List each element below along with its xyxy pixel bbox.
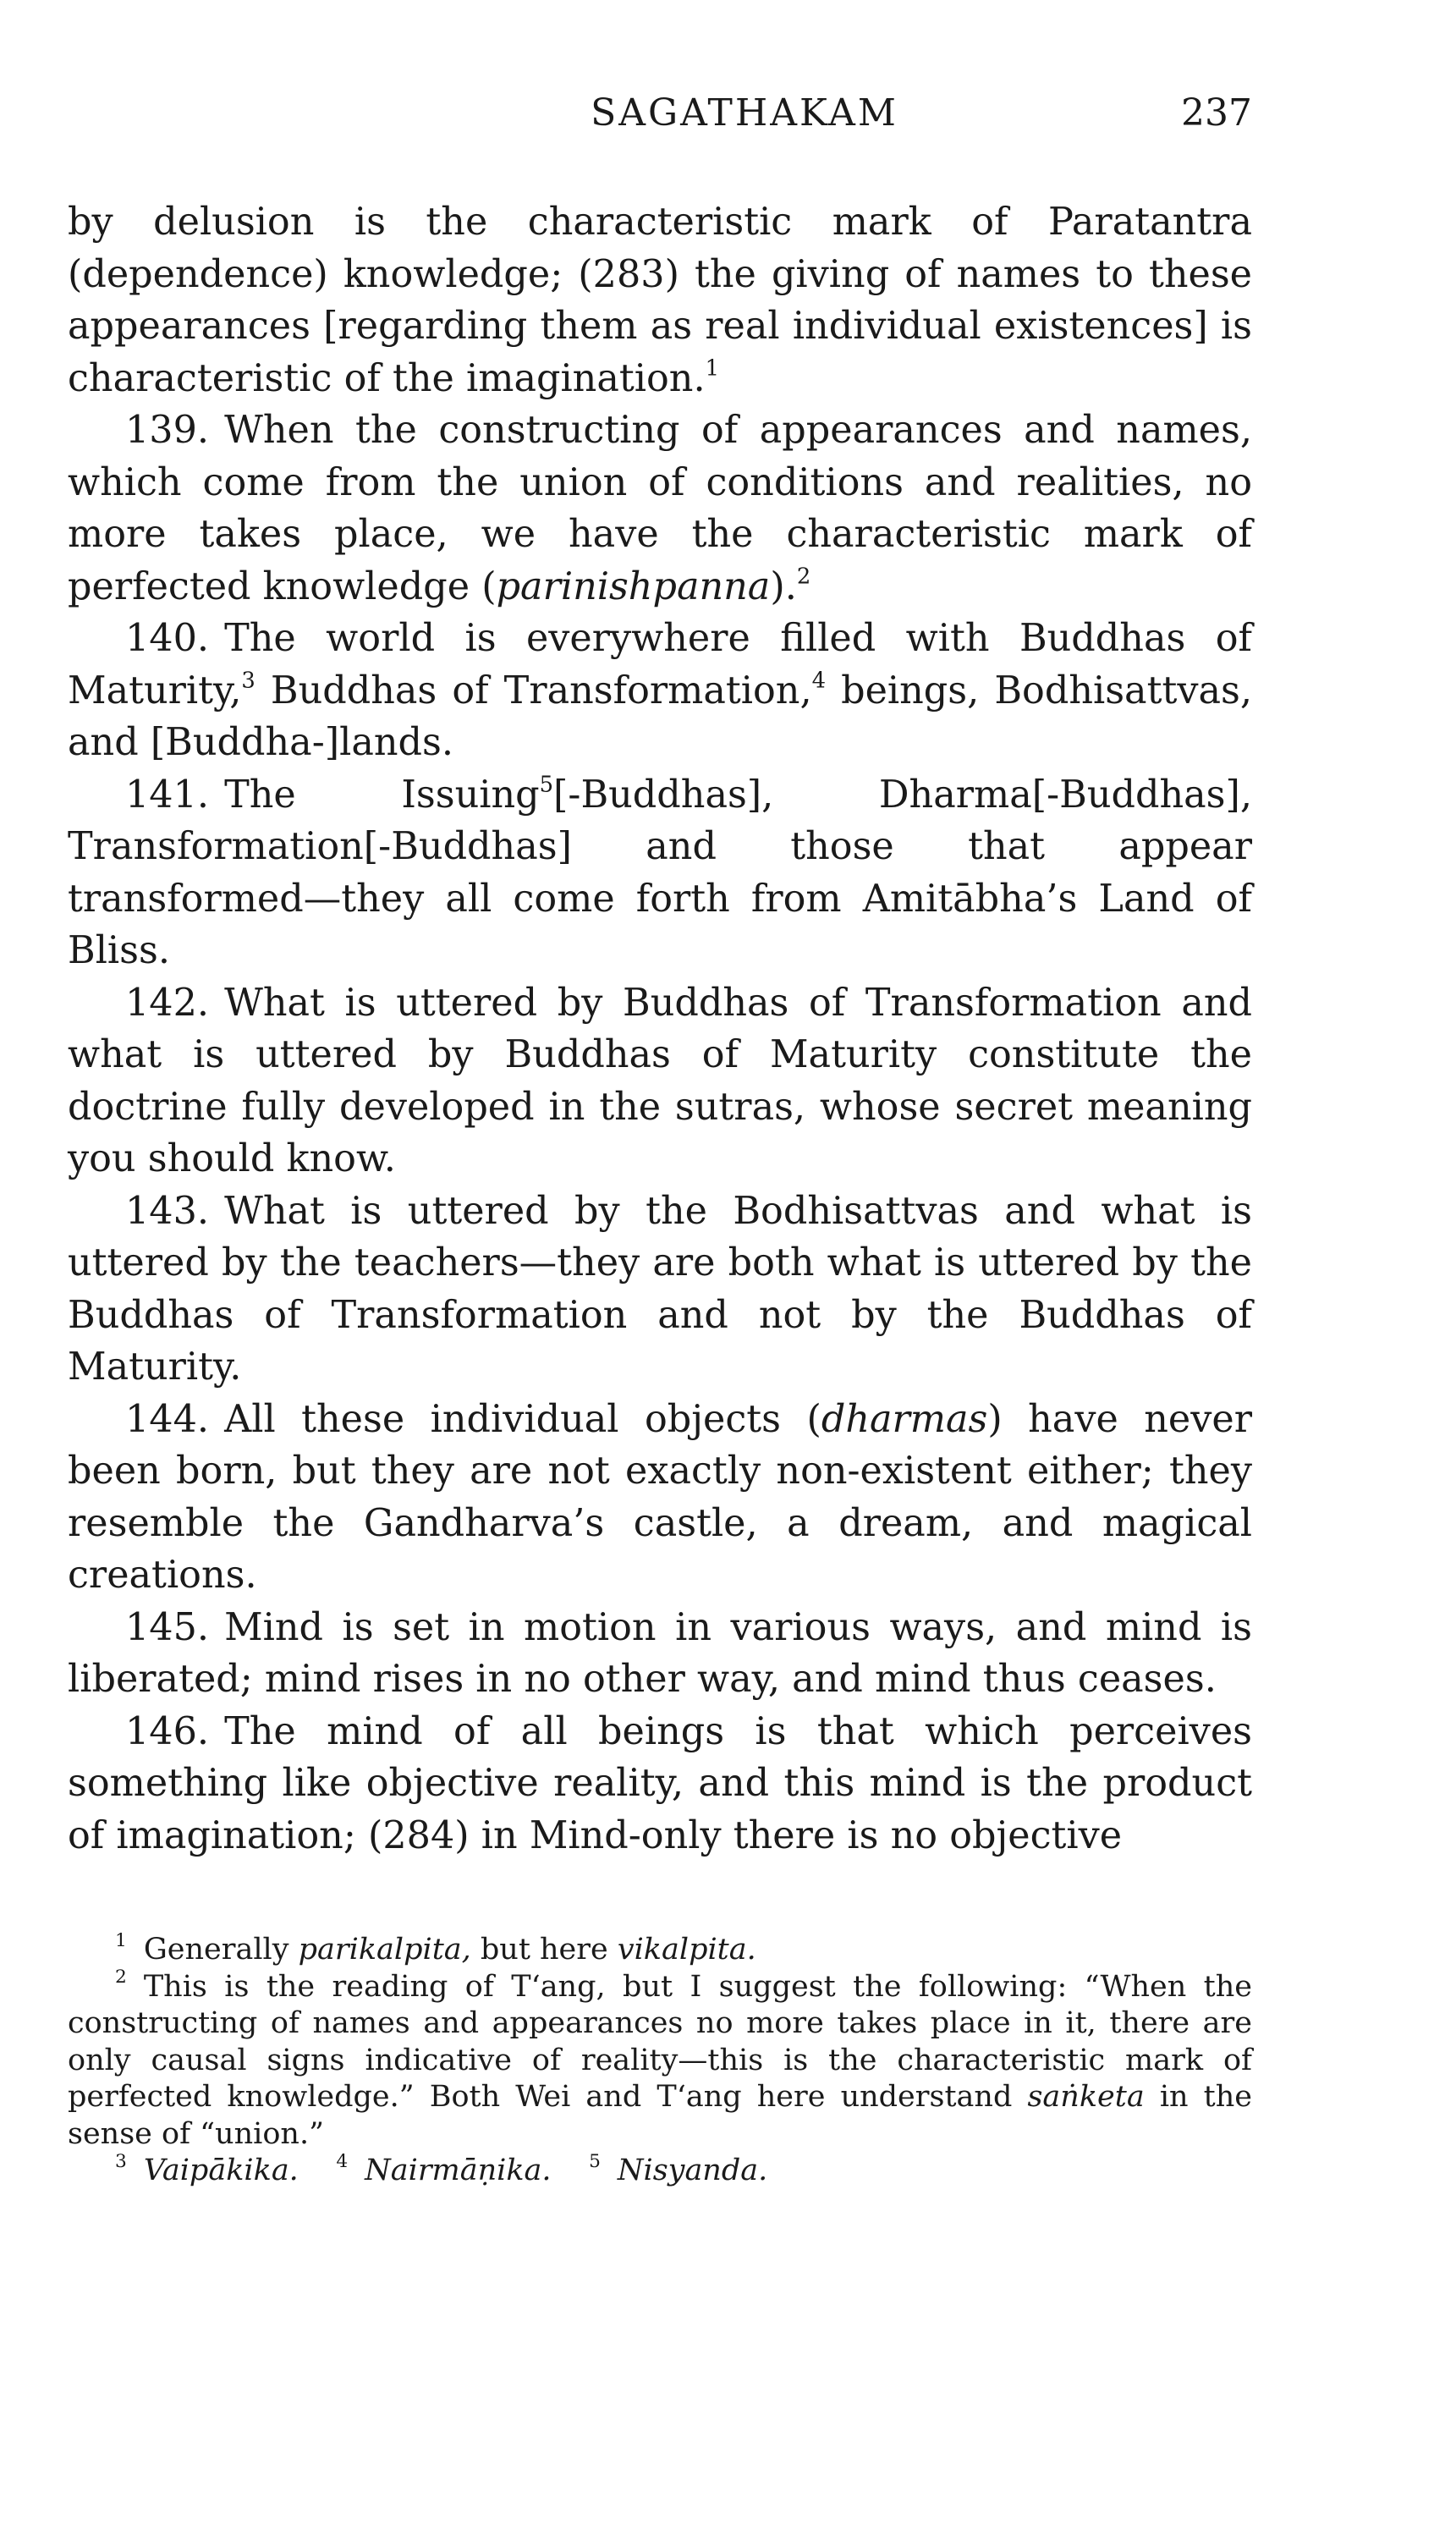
- footnotes: [68, 1929, 1252, 2190]
- verse-145: 145. Mind is set in motion in various ways, and mind is liberated; mind rises in no other way, and mind thus ceases.: [68, 1605, 1252, 1701]
- footnote-1: $^1$ Generally parikalpita, but here vikalpita.: [115, 1929, 756, 1967]
- footnote-ref: 2: [796, 563, 811, 589]
- verse-139: 139. When the constructing of appearances and names, which come from the union of conditions and realities, no more takes place, we have the characteristic mark of perfected knowledge (parinishpanna).$^2$: [68, 409, 1252, 608]
- verse-number: 140.: [125, 617, 210, 660]
- footnote-ref: 1: [705, 355, 720, 381]
- verse-146: 146. The mind of all beings is that which perceives something like objective reality, and this mind is the product of imagination; (284) in Mind-only there is no objective: [68, 1709, 1252, 1857]
- verse-142: 142. What is uttered by Buddhas of Transformation and what is uttered by Buddhas of Maturity constitute the doctrine fully developed in the sutras, whose secret meaning you should know.: [68, 981, 1252, 1180]
- footnote-ref: 3: [241, 667, 255, 693]
- verse-number: 145.: [125, 1605, 210, 1649]
- page-number: 237: [1181, 91, 1252, 135]
- footnote-ref: 4: [811, 667, 827, 693]
- verse-140: 140. The world is everywhere filled with Buddhas of Maturity,$^3$ Buddhas of Transformation,$^4$ beings, Bodhisattvas, and [Buddha-]lands.: [68, 617, 1252, 764]
- verse-number: 141.: [125, 773, 210, 817]
- footnote-ref: 5: [539, 771, 554, 797]
- verse-144: 144. All these individual objects (dharmas) have never been born, but they are not exactly non-existent either; they resemble the Gandharva’s castle, a dream, and magical creations.: [68, 1397, 1252, 1597]
- verse-number: 146.: [125, 1709, 210, 1753]
- running-title: SAGATHAKAM: [591, 91, 898, 135]
- verse-141: 141. The Issuing$^5$[-Buddhas], Dharma[-Buddhas], Transformation[-Buddhas] and those that appear transformed—they all come forth from Amitābha’s Land of Bliss.: [68, 771, 1252, 972]
- verse-number: 142.: [125, 981, 210, 1025]
- page-header: [68, 91, 1252, 151]
- footnote-3-4-5: $^3$ Vaipākika. $^4$ Nairmāṇika. $^5$ Nisyanda.: [115, 2150, 768, 2187]
- verse-number: 144.: [125, 1397, 210, 1441]
- footnote-2: $^2$ This is the reading of T‘ang, but I suggest the following: “When the constructing of names and appearances no more takes place in it, there are only causal signs indicative of reality—this is the characteristic mark of perfected knowledge.” Both Wei and T‘ang here understand saṅketa in the sense of “union.”: [68, 1967, 1252, 2151]
- main-text: [68, 196, 1252, 1862]
- verse-number: 143.: [125, 1189, 210, 1233]
- paragraph-continuation: by delusion is the characteristic mark of Paratantra (dependence) knowledge; (283) the giving of names to these appearances [regarding them as real individual existences] is characteristic of the imagination.$^1$: [68, 201, 1252, 400]
- verse-number: 139.: [125, 409, 210, 452]
- verse-143: 143. What is uttered by the Bodhisattvas and what is uttered by the teachers—they are both what is uttered by the Buddhas of Transformation and not by the Buddhas of Maturity.: [68, 1189, 1252, 1389]
